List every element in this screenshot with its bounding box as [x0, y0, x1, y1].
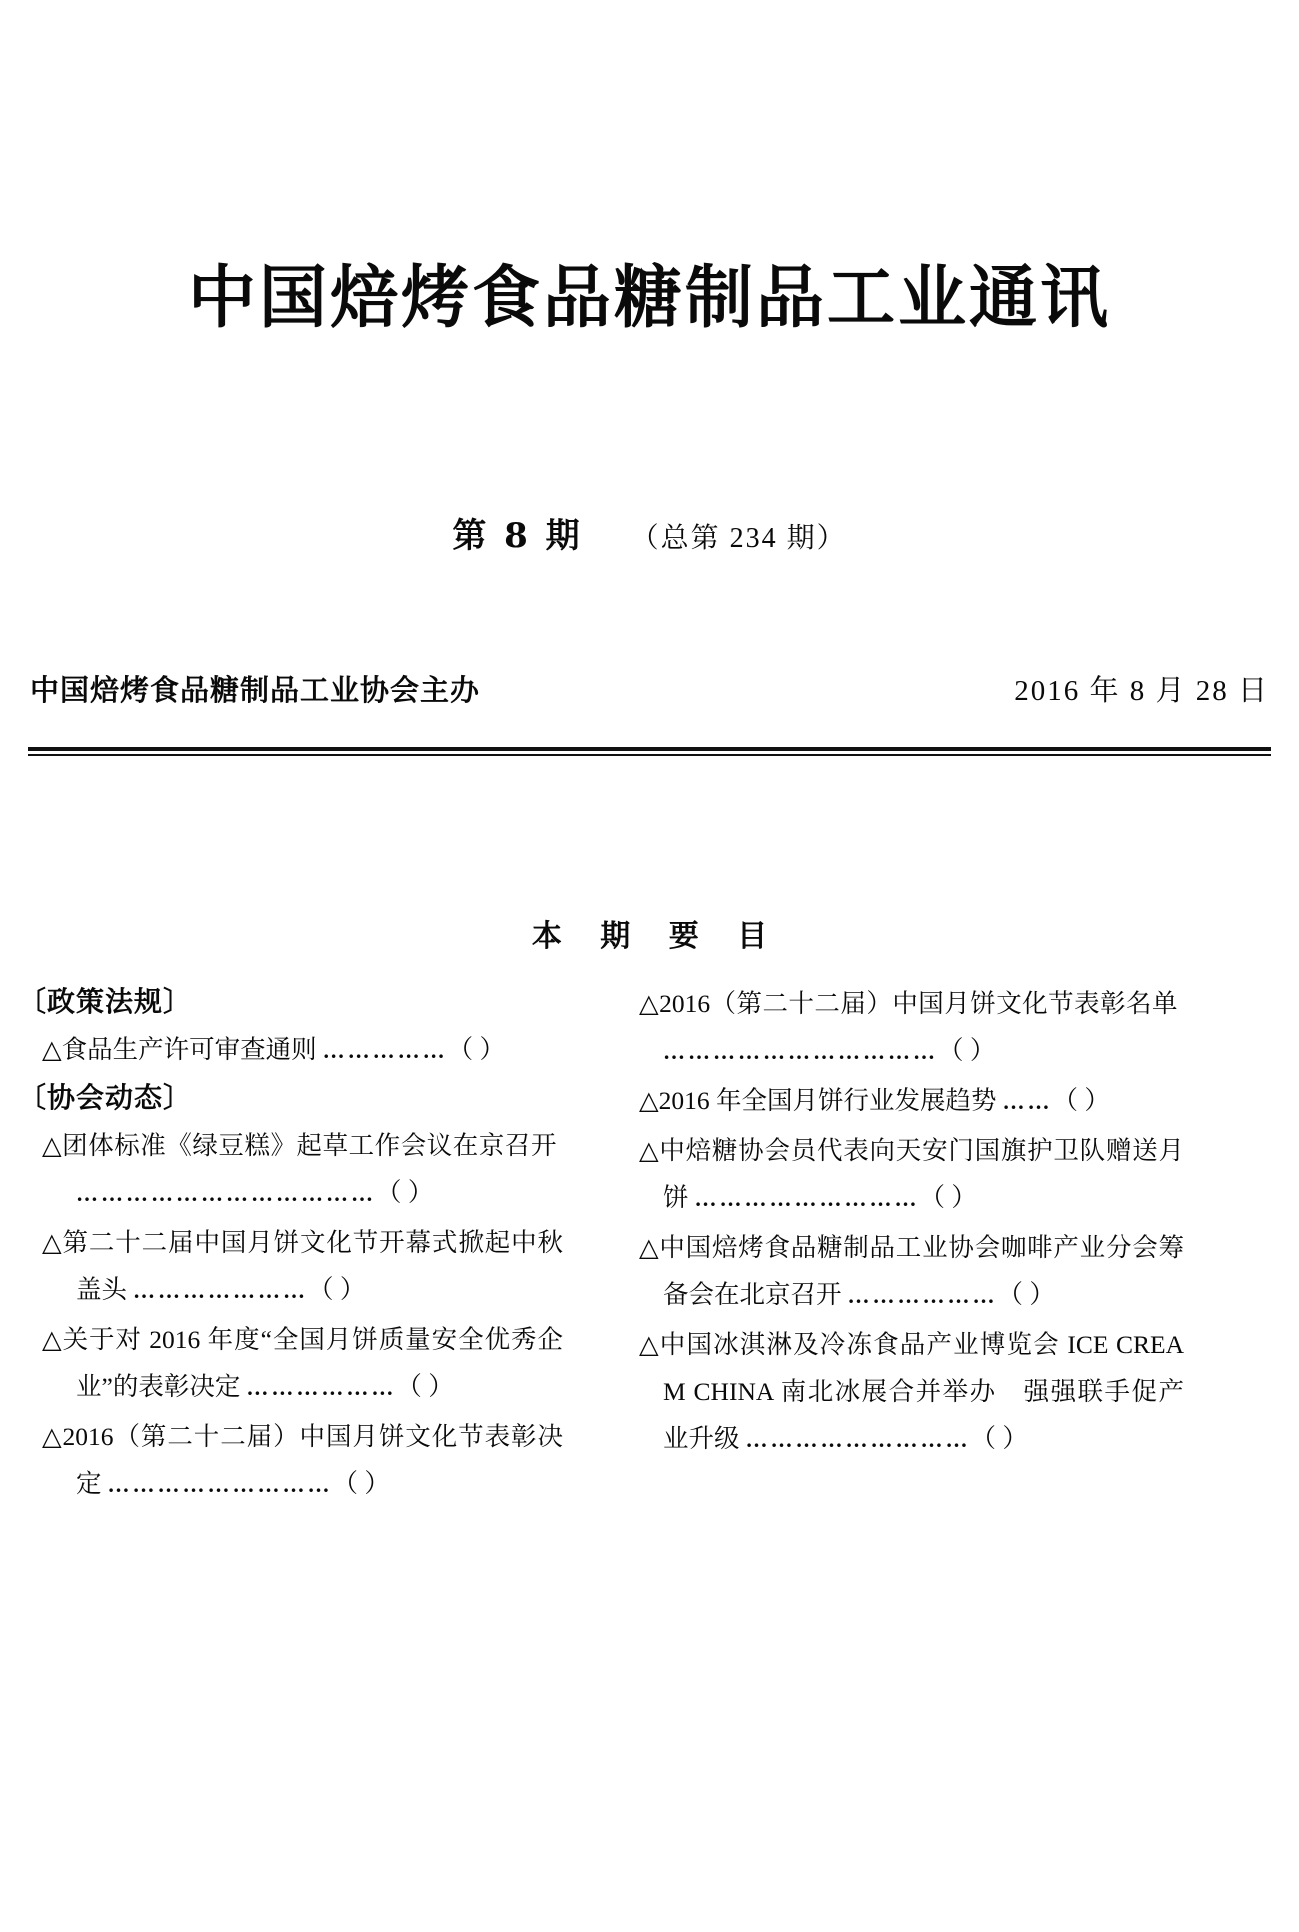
toc-entry-title: △第二十二届中国月饼文化节开幕式掀起中秋盖头	[42, 1228, 563, 1304]
toc-entry[interactable]	[639, 1077, 1184, 1125]
issue-cumulative-number: （总第 234 期）	[630, 523, 847, 554]
toc-page-number: （ ）	[970, 1424, 1028, 1453]
toc-leader-dots: ………………………	[107, 1472, 333, 1497]
toc-leader-dots: ……	[1002, 1089, 1053, 1114]
toc-page-number: （ ）	[997, 1280, 1055, 1309]
toc-leader-dots: ……………	[322, 1038, 448, 1063]
toc-page-number: （ ）	[1052, 1086, 1110, 1115]
table-of-contents	[10, 980, 1289, 1510]
toc-entry-title: △中国焙烤食品糖制品工业协会咖啡产业分会筹备会在北京召开	[639, 1233, 1184, 1309]
toc-entry[interactable]	[639, 1224, 1184, 1319]
toc-entry[interactable]	[639, 1127, 1184, 1222]
toc-entry[interactable]	[18, 1413, 563, 1508]
header-divider-rule	[28, 747, 1271, 756]
toc-entry-title: △中焙糖协会员代表向天安门国旗护卫队赠送月饼	[639, 1136, 1184, 1212]
toc-leader-dots: ………………………	[745, 1427, 971, 1452]
toc-page-number: （ ）	[396, 1372, 454, 1401]
contents-heading: 本 期 要 目	[531, 918, 782, 954]
toc-page-number: （ ）	[938, 1036, 996, 1065]
toc-leader-dots: …………………	[133, 1278, 309, 1303]
issue-line	[0, 508, 1299, 557]
page-title: 中国焙烤食品糖制品工业通讯	[187, 257, 1111, 338]
toc-entry-title: △2016（第二十二届）中国月饼文化节表彰名单	[639, 989, 1178, 1018]
toc-entry[interactable]	[18, 1026, 563, 1074]
publication-date: 2016 年 8 月 28 日	[1014, 675, 1269, 707]
toc-entry-title: △2016 年全国月饼行业发展趋势	[639, 1086, 997, 1115]
toc-page-number: （ ）	[919, 1183, 977, 1212]
toc-section-heading: 〔政策法规〕	[18, 985, 193, 1018]
toc-leader-dots: ………………	[847, 1283, 998, 1308]
toc-entry[interactable]	[639, 1321, 1184, 1463]
toc-page-number: （ ）	[447, 1035, 506, 1064]
toc-entry-title: △中国冰淇淋及冷冻食品产业博览会 ICE CREAM CHINA 南北冰展合并举办 强强联手促产业升级	[639, 1330, 1184, 1453]
toc-entry[interactable]	[18, 1316, 563, 1411]
toc-entry-title: △关于对 2016 年度“全国月饼质量安全优秀企业”的表彰决定	[42, 1325, 563, 1401]
toc-leader-dots: ………………………………	[76, 1181, 376, 1206]
toc-leader-dots: ………………………	[694, 1186, 920, 1211]
toc-entry-title: △食品生产许可审查通则	[42, 1035, 317, 1064]
toc-page-number: （ ）	[308, 1275, 366, 1304]
toc-entry[interactable]	[18, 1122, 563, 1217]
imprint-row	[30, 668, 1269, 709]
toc-entry[interactable]	[639, 980, 1184, 1075]
toc-entry[interactable]	[18, 1219, 563, 1314]
publisher-name: 中国焙烤食品糖制品工业协会主办	[30, 673, 481, 707]
toc-entry-title: △2016（第二十二届）中国月饼文化节表彰决定	[42, 1422, 563, 1498]
toc-section-heading: 〔协会动态〕	[18, 1081, 193, 1114]
issue-number: 第 8 期	[452, 516, 583, 556]
toc-leader-dots: ……………………………	[663, 1039, 938, 1064]
toc-entry-title: △团体标准《绿豆糕》起草工作会议在京召开	[42, 1131, 557, 1160]
toc-page-number: （ ）	[332, 1469, 390, 1498]
toc-column-left	[18, 980, 563, 1510]
toc-column-right	[639, 980, 1184, 1465]
toc-page-number: （ ）	[376, 1178, 434, 1207]
toc-leader-dots: ………………	[246, 1375, 397, 1400]
